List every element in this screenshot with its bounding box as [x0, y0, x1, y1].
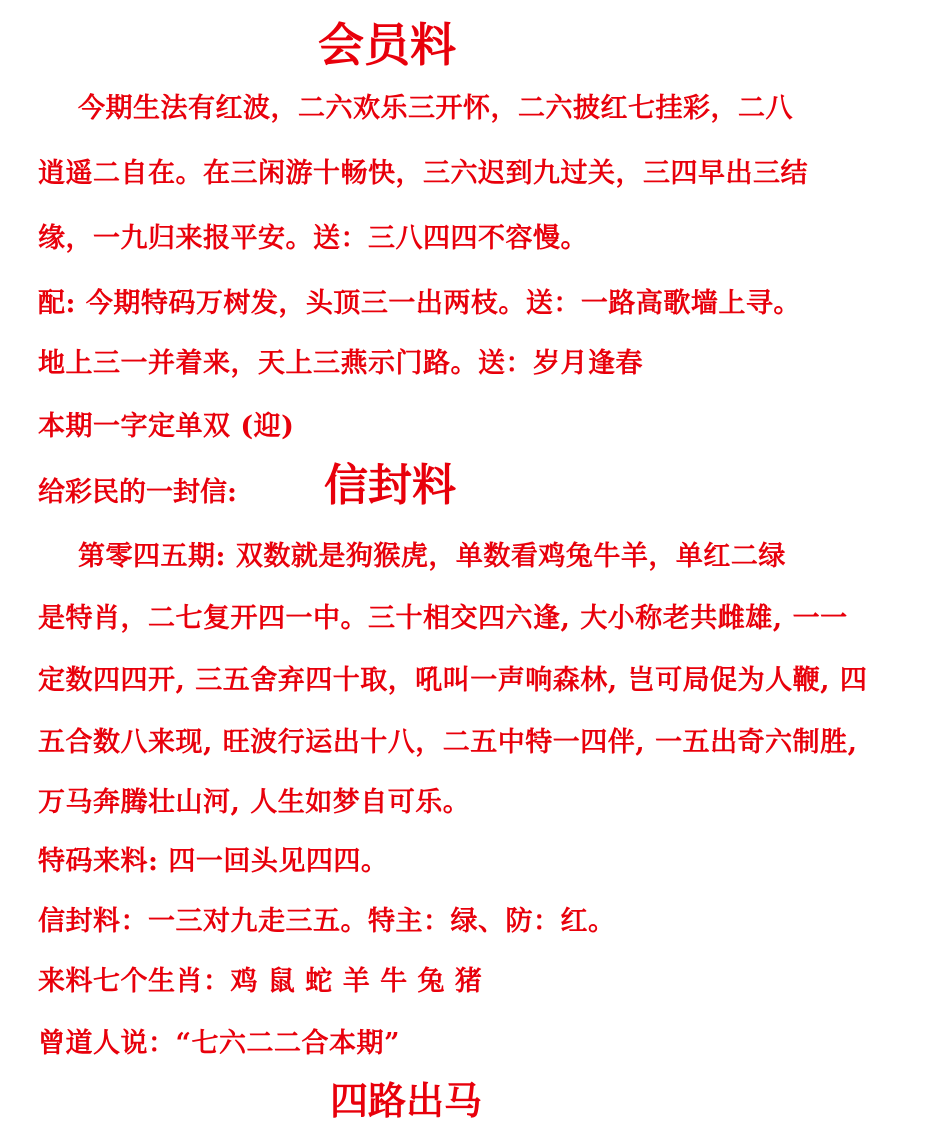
paragraph-line: 第零四五期: 双数就是狗猴虎，单数看鸡兔牛羊，单红二绿 — [78, 541, 786, 572]
paragraph-line: 今期生法有红波，二六欢乐三开怀，二六披红七挂彩，二八 — [78, 93, 793, 124]
special-code-line: 特码来料: 四一回头见四四。 — [38, 846, 389, 877]
title-envelope: 信封料 — [324, 460, 456, 511]
envelope-line: 信封料：一三对九走三五。特主：绿、防：红。 — [38, 906, 616, 937]
pei-line: 地上三一并着来，天上三燕示门路。送：岁月逢春 — [38, 348, 643, 379]
paragraph-line: 定数四四开, 三五舍弃四十取，吼叫一声响森林, 岂可局促为人鞭, 四 — [38, 665, 868, 696]
paragraph-line: 逍遥二自在。在三闲游十畅快，三六迟到九过关，三四早出三结 — [38, 158, 808, 189]
single-double-line: 本期一字定单双 (迎) — [38, 411, 295, 442]
letter-heading: 给彩民的一封信: — [38, 477, 237, 508]
title-four-roads: 四路出马 — [330, 1078, 483, 1123]
paragraph-line: 五合数八来现, 旺波行运出十八，二五中特一四伴, 一五出奇六制胜, — [38, 727, 858, 758]
paragraph-line: 是特肖，二七复开四一中。三十相交四六逢, 大小称老共雌雄, 一一 — [38, 603, 848, 634]
zeng-says-line: 曾道人说：“七六二二合本期” — [38, 1028, 401, 1059]
paragraph-line: 万马奔腾壮山河, 人生如梦自可乐。 — [38, 787, 471, 818]
pei-line: 配: 今期特码万树发，头顶三一出两枝。送：一路高歌墙上寻。 — [38, 288, 801, 319]
title-members: 会员料 — [318, 18, 456, 72]
seven-zodiac-line: 来料七个生肖：鸡 鼠 蛇 羊 牛 兔 猪 — [38, 966, 483, 997]
paragraph-line: 缘，一九归来报平安。送：三八四四不容慢。 — [38, 223, 588, 254]
